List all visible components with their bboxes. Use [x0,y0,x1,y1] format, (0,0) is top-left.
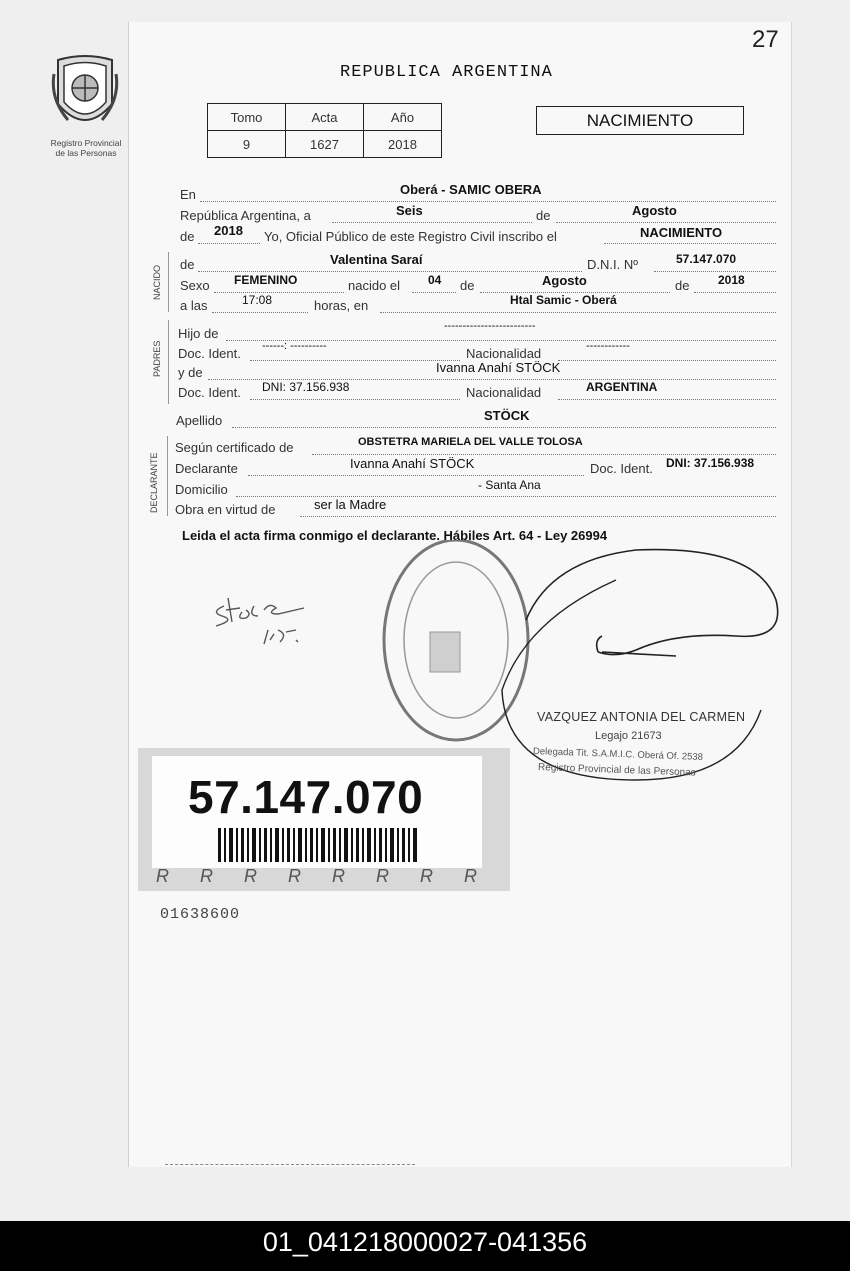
label-de-day: de [460,278,475,293]
section-rule [167,436,168,516]
mother-nationality-value: ARGENTINA [586,380,658,394]
barcode-number: 57.147.070 [188,771,424,823]
dotted-line [694,291,776,293]
month-word-value: Agosto [632,203,677,218]
dotted-line [556,221,776,223]
birth-place-value: Htal Samic - Oberá [510,293,617,307]
father-value: ------------------------- [444,320,536,332]
pattern-letter: R [376,866,389,886]
barcode-label [138,748,510,891]
dotted-line [412,291,456,293]
label-y-de: y de [178,365,203,380]
birth-year-value: 2018 [718,273,745,287]
declarant-signature [208,590,318,650]
dotted-line [248,474,584,476]
year-value: 2018 [214,223,243,238]
official-name: VAZQUEZ ANTONIA DEL CARMEN [537,710,746,724]
barcode-bars [218,828,418,862]
place-value: Oberá - SAMIC OBERA [400,182,542,197]
page-number: 27 [752,26,779,53]
sex-value: FEMENINO [234,273,298,287]
anio-value: 2018 [364,131,442,158]
dotted-line [558,359,776,361]
pattern-letter: R [288,866,301,886]
day-word-value: Seis [396,203,423,218]
father-doc-value: ------: ---------- [262,340,327,352]
label-de-year: de [180,229,195,244]
anio-header: Año [364,104,442,131]
dotted-line [558,398,776,400]
label-de: de [536,208,551,223]
birth-day-value: 04 [428,273,442,287]
label-domicilio: Domicilio [175,482,228,497]
dotted-line [214,291,344,293]
dotted-line [604,242,776,244]
mother-value: Ivanna Anahí STÖCK [436,360,561,375]
label-nacido: nacido el [348,278,401,293]
province-emblem-logo [50,54,120,134]
dotted-line [198,242,260,244]
record-table-value-row [208,131,442,158]
tomo-value: 9 [208,131,286,158]
tomo-header: Tomo [208,104,286,131]
time-value: 17:08 [242,293,273,307]
official-role: Delegada Tit. S.A.M.I.C. Oberá Of. 2538 [532,746,704,763]
mother-doc-value: DNI: 37.156.938 [262,380,350,394]
side-label-nacido: NACIDO [152,264,162,300]
pattern-letter: R [420,866,433,886]
serial-number: 01638600 [160,906,241,923]
barcode-panel [152,756,482,868]
label-horas: horas, en [314,298,369,313]
pattern-letter: R [332,866,345,886]
dotted-line [332,221,532,223]
declarant-doc-value: DNI: 37.156.938 [666,456,755,470]
act-type-value: NACIMIENTO [640,225,723,240]
label-de-birth-year: de [675,278,690,293]
name-value: Valentina Saraí [330,252,423,267]
dotted-line [250,359,460,361]
record-table [207,103,442,158]
label-nacionalidad-1: Nacionalidad [466,346,542,361]
dotted-line [250,398,460,400]
pattern-letter: R [464,866,477,886]
official-office: Registro Provincial de las Personas [537,762,696,779]
dotted-line [300,515,776,517]
dotted-line [312,453,776,455]
label-doc-ident-2: Doc. Ident. [178,385,241,400]
side-label-declarante: DECLARANTE [149,452,159,513]
label-de-name: de [180,257,195,272]
section-rule [168,252,169,312]
label-hijo-de: Hijo de [178,326,219,341]
birth-month-value: Agosto [542,273,587,288]
capacity-value: ser la Madre [314,497,387,512]
record-table-header-row [208,104,442,131]
label-nacionalidad-2: Nacionalidad [466,385,542,400]
pattern-letter: R [156,866,169,886]
label-doc-ident-1: Doc. Ident. [178,346,241,361]
section-rule [168,320,169,404]
dotted-line [198,270,582,272]
label-apellido: Apellido [176,413,223,428]
dotted-line [212,311,308,313]
certificate-value: OBSTETRA MARIELA DEL VALLE TOLOSA [358,436,583,448]
label-yo: Yo, Oficial Público de este Registro Civil inscribo el [264,229,557,244]
dotted-line [200,200,776,202]
label-republica: República Argentina, a [180,208,311,223]
bottom-dashed-rule [165,1164,415,1165]
dotted-line [380,311,776,313]
surname-value: STÖCK [484,408,530,423]
side-label-padres: PADRES [152,340,162,377]
acta-header: Acta [286,104,364,131]
label-en: En [180,187,196,202]
declarant-value: Ivanna Anahí STÖCK [350,456,475,471]
logo-caption: Registro Provincial de las Personas [50,138,122,158]
label-a-las: a las [180,298,208,313]
record-type-box: NACIMIENTO [536,106,744,135]
scan-file-id-footer: 01_041218000027-041356 [0,1221,850,1271]
label-obra: Obra en virtud de [175,502,276,517]
father-nationality-value: ------------ [586,340,630,352]
dni-value: 57.147.070 [676,252,737,266]
label-sexo: Sexo [180,278,210,293]
label-declarante: Declarante [175,461,238,476]
acta-value: 1627 [286,131,364,158]
address-value: - Santa Ana [478,478,541,492]
document-title: REPUBLICA ARGENTINA [340,63,553,82]
pattern-letter: R [244,866,257,886]
pattern-letter: R [200,866,213,886]
official-legajo: Legajo 21673 [595,730,662,742]
label-doc-ident-3: Doc. Ident. [590,461,653,476]
dotted-line [232,426,776,428]
label-segun: Según certificado de [175,440,294,455]
dotted-line [654,270,776,272]
legal-notice: Leida el acta firma conmigo el declarante. Hábiles Art. 64 - Ley 26994 [182,528,608,543]
label-dni: D.N.I. Nº [587,257,638,272]
